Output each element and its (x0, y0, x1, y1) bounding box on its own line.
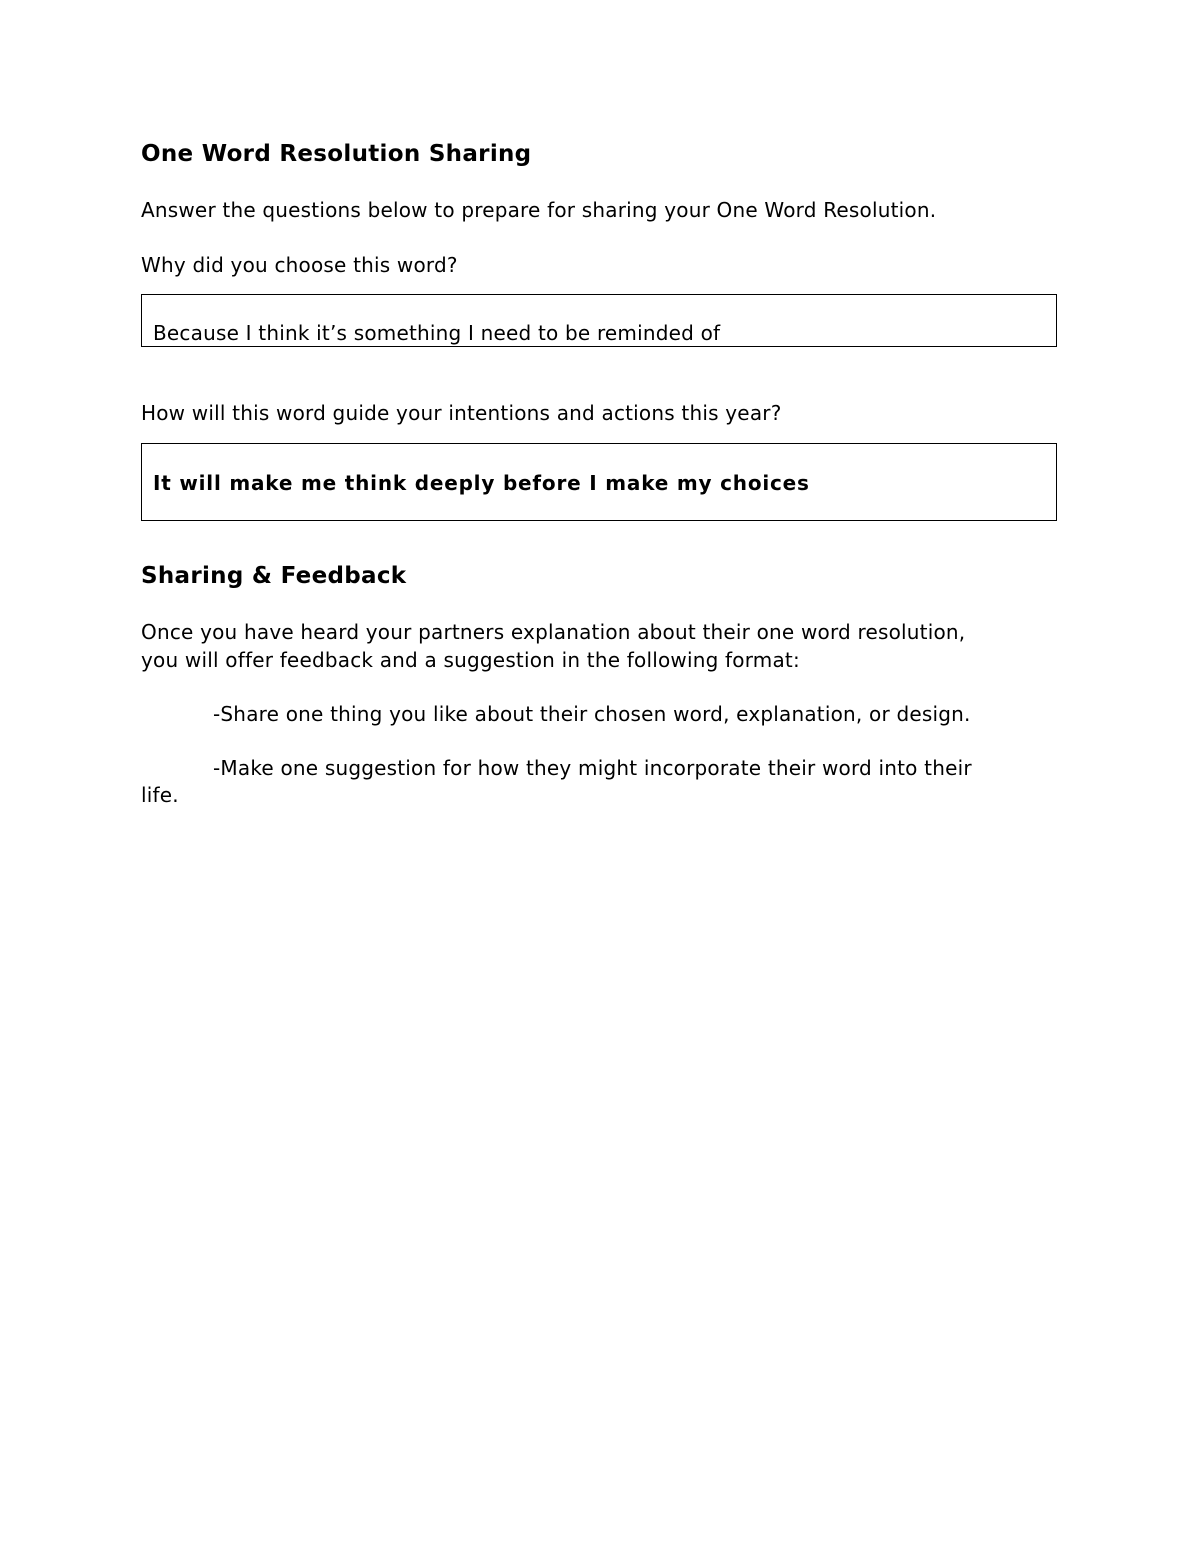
feedback-bullet-suggest-line2: life. (141, 783, 179, 807)
feedback-bullet-share: -Share one thing you like about their chosen word, explanation, or design. (213, 702, 971, 726)
feedback-bullet-suggest-line1: -Make one suggestion for how they might incorporate their word into their (213, 756, 972, 780)
question1-answer: Because I think it’s something I need to be reminded of (153, 321, 721, 345)
section2-paragraph-line2: you will offer feedback and a suggestion in the following format: (141, 648, 800, 672)
intro-text: Answer the questions below to prepare for sharing your One Word Resolution. (141, 198, 937, 222)
question1-prompt: Why did you choose this word? (141, 253, 458, 277)
page-title: One Word Resolution Sharing (141, 141, 532, 167)
question2-prompt: How will this word guide your intentions and actions this year? (141, 401, 782, 425)
question1-answer-box[interactable] (141, 294, 1057, 347)
section2-paragraph-line1: Once you have heard your partners explanation about their one word resolution, (141, 620, 966, 644)
section-heading-sharing-feedback: Sharing & Feedback (141, 563, 407, 589)
question2-answer: It will make me think deeply before I make my choices (153, 471, 810, 495)
question2-answer-box[interactable] (141, 443, 1057, 521)
